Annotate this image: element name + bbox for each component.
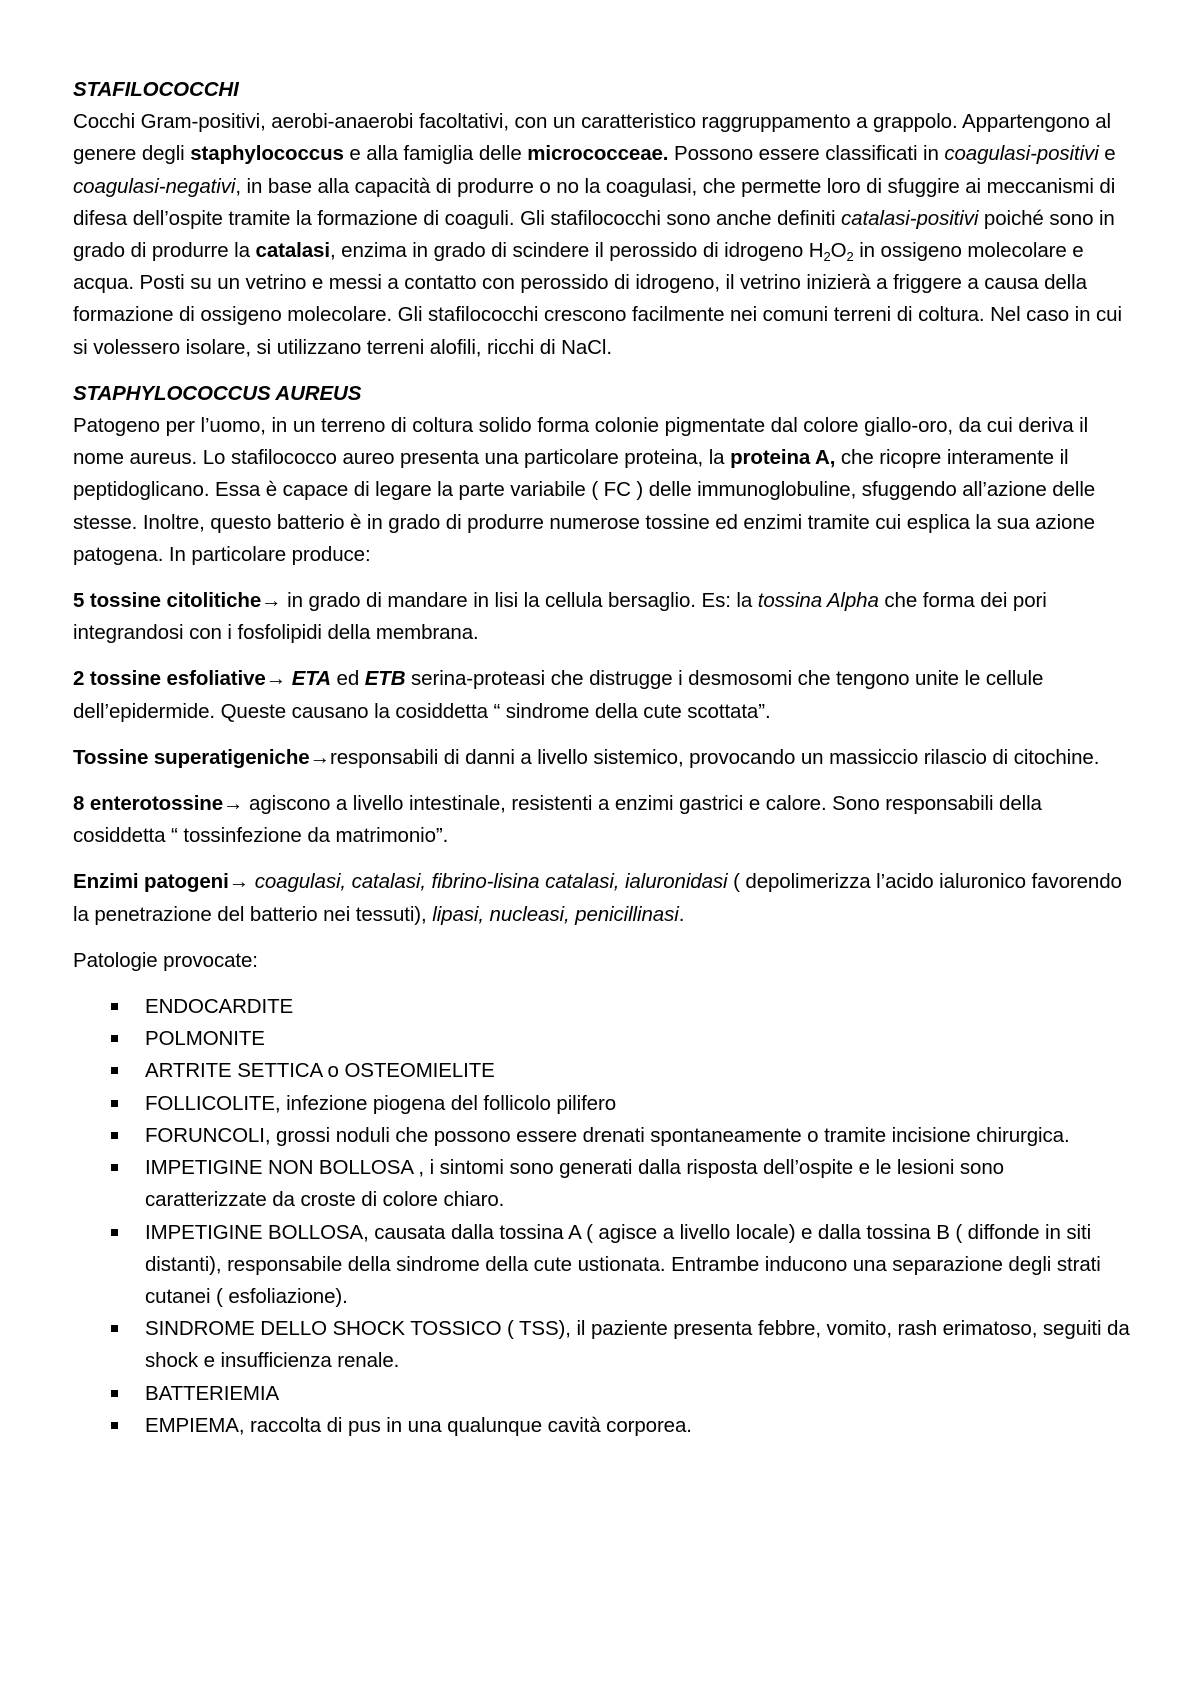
pathologies-label: Patologie provocate: xyxy=(73,948,258,972)
list-item: IMPETIGINE BOLLOSA, causata dalla tossina A ( agisce a livello locale) e dalla tossina B ( diffonde in siti distanti), responsabile della sindrome della cute ustionata. Entrambe inducono una separazione degli strati cutanei ( esfoliazione). xyxy=(145,1217,1130,1314)
list-item: POLMONITE xyxy=(145,1023,1130,1055)
list-item: ARTRITE SETTICA o OSTEOMIELITE xyxy=(145,1055,1130,1087)
list-item: IMPETIGINE NON BOLLOSA , i sintomi sono generati dalla risposta dell’ospite e le lesioni sono caratterizzate da croste di colore chiaro. xyxy=(145,1152,1130,1216)
pathologies-list xyxy=(73,991,1130,1442)
list-item: SINDROME DELLO SHOCK TOSSICO ( TSS), il paziente presenta febbre, vomito, rash erimatoso, seguiti da shock e insufficienza renale. xyxy=(145,1313,1130,1377)
arrow-icon: → xyxy=(261,589,282,613)
superantigen-toxins-paragraph: Tossine superatigeniche→responsabili di danni a livello sistemico, provocando un massiccio rilascio di citochine. xyxy=(73,745,1100,769)
enterotoxins-paragraph: 8 enterotossine→ agiscono a livello intestinale, resistenti a enzimi gastrici e calore. Sono responsabili della cosiddetta “ tossinfezione da matrimonio”. xyxy=(73,792,1042,848)
list-item: FORUNCOLI, grossi noduli che possono essere drenati spontaneamente o tramite incisione chirurgica. xyxy=(145,1120,1130,1152)
exfoliative-toxins-paragraph: 2 tossine esfoliative→ ETA ed ETB serina-proteasi che distrugge i desmosomi che tengono unite le cellule dell’epidermide. Queste causano la cosiddetta “ sindrome della cute scottata”. xyxy=(73,667,1044,723)
list-item: EMPIEMA, raccolta di pus in una qualunque cavità corporea. xyxy=(145,1410,1130,1442)
intro-paragraph: Cocchi Gram-positivi, aerobi-anaerobi facoltativi, con un caratteristico raggruppamento a grappolo. Appartengono al genere degli staphylococcus e alla famiglia delle micrococceae. Possono essere classificati in coagulasi-positivi e coagulasi-negativi, in base alla capacità di produrre o no la coagulasi, che permette loro di sfuggire ai meccanismi di difesa dell’ospite tramite la formazione di coaguli. Gli stafilococchi sono anche definiti catalasi-positivi poiché sono in grado di produrre la catalasi, enzima in grado di scindere il perossido di idrogeno $H_2O_2$ in ossigeno molecolare e acqua. Posti su un vetrino e messi a contatto con perossido di idrogeno, il vetrino inizierà a friggere a causa della formazione di ossigeno molecolare. Gli stafilococchi crescono facilmente nei comuni terreni di coltura. Nel caso in cui si volessero isolare, si utilizzano terreni alofili, ricchi di NaCl. xyxy=(73,110,1122,359)
section-title-stafilococchi: STAFILOCOCCHI xyxy=(73,78,239,101)
aureus-paragraph: Patogeno per l’uomo, in un terreno di coltura solido forma colonie pigmentate dal colore giallo-oro, da cui deriva il nome aureus. Lo stafilococco aureo presenta una particolare proteina, la proteina A, che ricopre interamente il peptidoglicano. Essa è capace di legare la parte variabile ( FC ) delle immunoglobuline, sfuggendo all’azione delle stesse. Inoltre, questo batterio è in grado di produrre numerose tossine ed enzimi tramite cui esplica la sua azione patogena. In particolare produce: xyxy=(73,414,1096,566)
arrow-icon: → xyxy=(223,792,244,816)
section-title-aureus: STAPHYLOCOCCUS AUREUS xyxy=(73,381,362,405)
list-item: ENDOCARDITE xyxy=(145,991,1130,1023)
arrow-icon: → xyxy=(309,745,330,769)
pathogenic-enzymes-paragraph: Enzimi patogeni→ coagulasi, catalasi, fibrino-lisina catalasi, ialuronidasi ( depolimerizza l’acido ialuronico favorendo la penetrazione del batterio nei tessuti), lipasi, nucleasi, penicillinasi. xyxy=(73,870,1122,926)
list-item: FOLLICOLITE, infezione piogena del follicolo pilifero xyxy=(145,1088,1130,1120)
arrow-icon: → xyxy=(265,667,287,691)
list-item: BATTERIEMIA xyxy=(145,1378,1130,1410)
arrow-icon: → xyxy=(228,870,250,894)
cytolytic-toxins-paragraph: 5 tossine citolitiche→ in grado di mandare in lisi la cellula bersaglio. Es: la tossina Alpha che forma dei pori integrandosi con i fosfolipidi della membrana. xyxy=(73,589,1047,645)
